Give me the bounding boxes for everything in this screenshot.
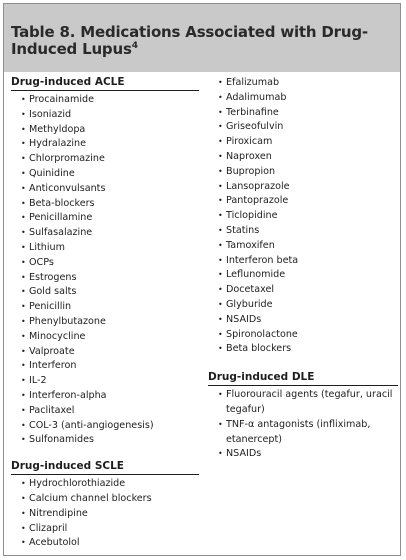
bullet-icon: • <box>21 198 26 208</box>
medication-name: IL-2 <box>29 375 47 387</box>
medication-name: Ticlopidine <box>226 210 278 222</box>
table-title: Table 8. Medications Associated with Drug-Induced Lupus$^4$ <box>11 23 368 58</box>
list-item <box>11 285 199 300</box>
medication-name: Chlorpromazine <box>29 153 105 165</box>
medication-name: Piroxicam <box>226 136 273 148</box>
list-item <box>11 419 199 434</box>
medication-name: Phenylbutazone <box>29 315 106 327</box>
medication-name: Lansoprazole <box>226 180 290 192</box>
bullet-icon: • <box>21 154 26 164</box>
section-heading-scle: Drug-induced SCLE <box>11 460 199 475</box>
list-item <box>208 150 398 165</box>
medication-name: Efalizumab <box>226 77 280 88</box>
bullet-icon: • <box>21 405 26 415</box>
medication-name: COL-3 (anti-angiogenesis) <box>29 419 154 431</box>
medication-name: Fluorouracil agents (tegafur, uracil tegafur) <box>226 389 393 415</box>
medication-name: Naproxen <box>226 150 272 162</box>
list-item <box>11 226 199 241</box>
list-item <box>208 254 398 269</box>
medication-name: Penicillin <box>29 301 72 313</box>
bullet-icon: • <box>21 523 26 533</box>
bullet-icon: • <box>218 329 223 339</box>
list-item <box>11 389 199 404</box>
list-item <box>208 209 398 224</box>
medication-name: Minocycline <box>29 330 86 342</box>
bullet-icon: • <box>218 78 223 87</box>
list-item <box>11 300 199 315</box>
dle-list <box>208 388 398 462</box>
list-item <box>11 492 199 507</box>
medication-name: Clizapril <box>29 522 68 534</box>
list-item <box>208 298 398 313</box>
list-item <box>11 345 199 360</box>
medication-name: Calcium channel blockers <box>29 492 152 504</box>
list-item <box>11 359 199 374</box>
bullet-icon: • <box>21 420 26 430</box>
bullet-icon: • <box>218 151 223 161</box>
bullet-icon: • <box>21 242 26 252</box>
list-item <box>11 137 199 152</box>
medication-name: Nitrendipine <box>29 507 88 519</box>
right-column <box>208 76 398 462</box>
medication-name: Hydralazine <box>29 138 87 150</box>
bullet-icon: • <box>21 257 26 267</box>
list-item <box>208 283 398 298</box>
list-item <box>208 106 398 121</box>
list-item <box>11 315 199 330</box>
bullet-icon: • <box>218 107 223 117</box>
bullet-icon: • <box>218 240 223 250</box>
bullet-icon: • <box>218 285 223 295</box>
bullet-icon: • <box>218 449 223 459</box>
list-item <box>11 211 199 226</box>
bullet-icon: • <box>218 196 223 206</box>
bullet-icon: • <box>21 139 26 149</box>
list-item <box>208 313 398 328</box>
bullet-icon: • <box>21 331 26 341</box>
medication-name: Paclitaxel <box>29 404 75 416</box>
bullet-icon: • <box>218 270 223 280</box>
medication-name: NSAIDs <box>226 313 262 325</box>
list-item <box>11 404 199 419</box>
scle-list <box>11 477 199 551</box>
medication-name: Terbinafine <box>226 106 279 118</box>
bullet-icon: • <box>218 419 223 429</box>
bullet-icon: • <box>21 124 26 134</box>
bullet-icon: • <box>218 181 223 191</box>
list-item <box>208 120 398 135</box>
bullet-icon: • <box>218 122 223 132</box>
medication-name: Beta-blockers <box>29 197 95 209</box>
list-item <box>208 342 398 357</box>
medication-name: Penicillamine <box>29 212 93 224</box>
list-item <box>11 93 199 108</box>
bullet-icon: • <box>21 479 26 489</box>
title-reference: 4 <box>131 41 138 51</box>
medication-name: Sulfasalazine <box>29 227 93 239</box>
section-heading-acle: Drug-induced ACLE <box>11 76 199 91</box>
bullet-icon: • <box>21 95 26 104</box>
medication-name: Interferon beta <box>226 254 299 266</box>
acle-continued-list <box>208 76 398 357</box>
medication-name: Griseofulvin <box>226 121 284 133</box>
bullet-icon: • <box>218 314 223 324</box>
bullet-icon: • <box>21 376 26 386</box>
bullet-icon: • <box>218 225 223 235</box>
list-item <box>11 152 199 167</box>
list-item <box>208 418 394 448</box>
medication-name: Spironolactone <box>226 328 298 340</box>
medication-name: Pantoprazole <box>226 195 289 207</box>
list-item <box>11 197 199 212</box>
title-bar <box>4 4 400 72</box>
bullet-icon: • <box>21 109 26 119</box>
section-heading-dle: Drug-induced DLE <box>208 371 398 386</box>
table-frame <box>3 3 401 556</box>
list-item <box>11 477 199 492</box>
list-item <box>208 447 394 462</box>
bullet-icon: • <box>21 213 26 223</box>
list-item <box>11 374 199 389</box>
medication-name: TNF-α antagonists (infliximab, etanercept) <box>226 418 371 445</box>
medication-name: Interferon <box>29 360 77 372</box>
medication-name: OCPs <box>29 256 54 268</box>
medication-name: Adalimumab <box>226 91 287 103</box>
list-item <box>11 108 199 123</box>
list-item <box>11 167 199 182</box>
bullet-icon: • <box>21 316 26 326</box>
list-item <box>11 330 199 345</box>
list-item <box>11 507 199 522</box>
bullet-icon: • <box>21 346 26 356</box>
list-item <box>208 388 394 418</box>
list-item <box>11 123 199 138</box>
list-item <box>208 180 398 195</box>
list-item <box>11 271 199 286</box>
bullet-icon: • <box>218 92 223 102</box>
bullet-icon: • <box>21 508 26 518</box>
list-item <box>11 433 199 448</box>
bullet-icon: • <box>21 493 26 503</box>
medication-name: Isoniazid <box>29 108 72 120</box>
medication-name: Estrogens <box>29 271 77 283</box>
bullet-icon: • <box>21 302 26 312</box>
list-item <box>208 268 398 283</box>
medication-name: Statins <box>226 224 260 236</box>
list-item <box>11 536 199 551</box>
medication-name: Tamoxifen <box>226 239 275 251</box>
bullet-icon: • <box>21 361 26 371</box>
medication-name: Acebutolol <box>29 537 80 549</box>
medication-name: Methyldopa <box>29 123 86 135</box>
medication-name: Lithium <box>29 241 65 253</box>
medication-name: Quinidine <box>29 167 75 179</box>
bullet-icon: • <box>218 166 223 176</box>
left-column <box>11 76 199 551</box>
list-item <box>208 135 398 150</box>
bullet-icon: • <box>21 390 26 400</box>
medication-name: Beta blockers <box>226 343 292 355</box>
list-item <box>208 328 398 343</box>
medication-name: Bupropion <box>226 165 276 177</box>
bullet-icon: • <box>21 435 26 445</box>
acle-list <box>11 93 199 448</box>
list-item <box>208 194 398 209</box>
list-item <box>208 165 398 180</box>
bullet-icon: • <box>218 211 223 221</box>
list-item <box>11 522 199 537</box>
bullet-icon: • <box>21 287 26 297</box>
bullet-icon: • <box>21 538 26 548</box>
medication-name: Valproate <box>29 345 75 357</box>
medication-name: Procainamide <box>29 94 95 105</box>
bullet-icon: • <box>218 255 223 265</box>
list-item <box>11 256 199 271</box>
medication-name: Hydrochlorothiazide <box>29 478 126 490</box>
medication-name: NSAIDs <box>226 448 262 460</box>
bullet-icon: • <box>218 137 223 147</box>
medication-name: Gold salts <box>29 286 77 298</box>
bullet-icon: • <box>21 183 26 193</box>
bullet-icon: • <box>218 390 223 400</box>
bullet-icon: • <box>21 168 26 178</box>
list-item <box>208 224 398 239</box>
medication-name: Docetaxel <box>226 284 275 296</box>
list-item <box>208 76 398 91</box>
list-item <box>208 91 398 106</box>
bullet-icon: • <box>218 299 223 309</box>
medication-name: Sulfonamides <box>29 434 95 446</box>
list-item <box>11 241 199 256</box>
list-item <box>208 239 398 254</box>
list-item <box>11 182 199 197</box>
bullet-icon: • <box>21 228 26 238</box>
medication-name: Interferon-alpha <box>29 389 107 401</box>
bullet-icon: • <box>218 344 223 354</box>
medication-name: Leflunomide <box>226 269 286 281</box>
medication-name: Glyburide <box>226 298 273 310</box>
bullet-icon: • <box>21 272 26 282</box>
medication-name: Anticonvulsants <box>29 182 106 194</box>
